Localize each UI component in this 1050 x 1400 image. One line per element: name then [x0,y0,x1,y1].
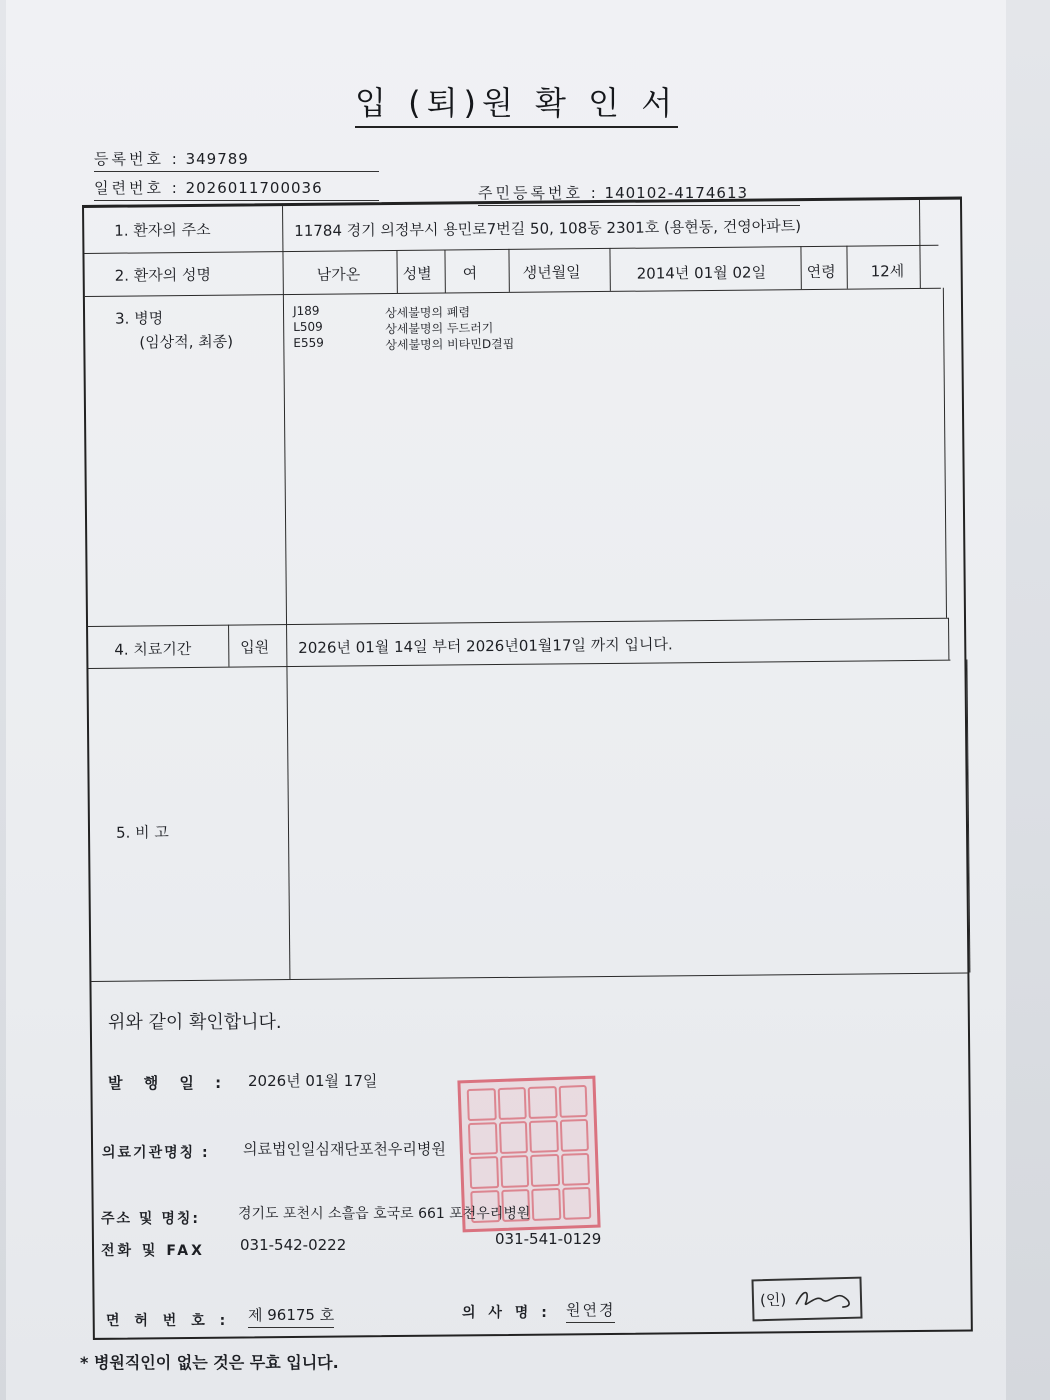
diagnosis-code: J189 [292,303,320,318]
row-divider [88,660,950,669]
registration-line [94,148,379,172]
patient-name: 남가온 [316,265,361,284]
tel-number: 031-542-0222 [240,1236,347,1254]
issue-date-label: 발 행 일 : [108,1074,230,1092]
diagnosis-name: 상세불명의 폐렴 [384,305,471,321]
fax-number: 031-541-0129 [495,1230,602,1248]
doctor-name: 원연경 [566,1299,615,1323]
registration-label: 등록번호 : [94,150,180,168]
hospital-address: 경기도 포천시 소흘읍 호국로 661 포천우리병원 [238,1206,531,1222]
confirm-statement: 위와 같이 확인합니다. [108,1012,282,1033]
row-divider [85,288,941,297]
diagnosis-code: L509 [293,319,323,334]
col-divider [396,250,397,293]
validity-note: * 병원직인이 없는 것은 무효 입니다. [80,1353,339,1372]
col-divider [609,248,610,291]
row-divider [91,973,967,982]
sex-value: 여 [462,264,478,283]
sex-label: 성별 [402,264,432,283]
col-divider [800,246,801,289]
serial-line [94,177,379,201]
col-divider [943,288,947,618]
address-label: 1. 환자의 주소 [114,220,211,240]
remarks-label: 5. 비 고 [115,823,169,842]
col-divider [846,246,847,289]
diagnosis-name: 상세불명의 두드러기 [385,321,494,337]
resident-number: 140102-4174613 [604,184,749,202]
col-divider [228,625,229,667]
age-value: 12세 [870,262,905,281]
diagnosis-code: E559 [293,335,324,350]
diagnosis-name: 상세불명의 비타민D결핍 [385,336,515,353]
institution-name: 의료법인일심재단포천우리병원 [243,1140,446,1158]
address-footer-label: 주소 및 명칭: [101,1211,200,1227]
col-divider [508,249,509,292]
col-divider [948,618,949,660]
diagnosis-sublabel: (임상적, 최종) [139,332,234,352]
serial-label: 일련번호 : [94,179,180,197]
address-value: 11784 경기 의정부시 용민로7번길 50, 108동 2301호 (용현동, 건영아파트) [294,217,802,240]
name-label: 2. 환자의 성명 [114,265,212,285]
row-divider [84,245,938,254]
registration-number: 349789 [185,150,249,168]
tel-label: 전화 및 FAX [101,1243,205,1259]
period-label: 4. 치료기간 [114,639,192,659]
row-divider [88,618,948,627]
license-label: 면 허 번 호 : [106,1313,231,1329]
age-label: 연령 [806,262,836,282]
resident-label: 주민등록번호 : [478,184,599,202]
admission-label: 입원 [240,638,270,657]
institution-label: 의료기관명칭 : [102,1145,210,1161]
signature-box [751,1277,862,1322]
document-title: 입 (퇴)원 확 인 서 [355,78,678,128]
label-column-divider [282,206,290,979]
dob-label: 생년월일 [522,263,581,282]
period-text: 2026년 01월 14일 부터 2026년01월17일 까지 입니다. [298,635,673,657]
dob-value: 2014년 01월 02일 [636,263,767,283]
serial-number: 2026011700036 [185,179,323,197]
seal-mark: (인) [759,1290,787,1310]
signature-scribble [792,1283,857,1315]
col-divider [444,250,445,293]
doctor-label: 의 사 명 : [462,1305,551,1321]
issue-date: 2026년 01월 17일 [248,1072,378,1090]
diagnosis-label: 3. 병명 [115,309,164,328]
license-number: 제 96175 호 [248,1304,334,1328]
